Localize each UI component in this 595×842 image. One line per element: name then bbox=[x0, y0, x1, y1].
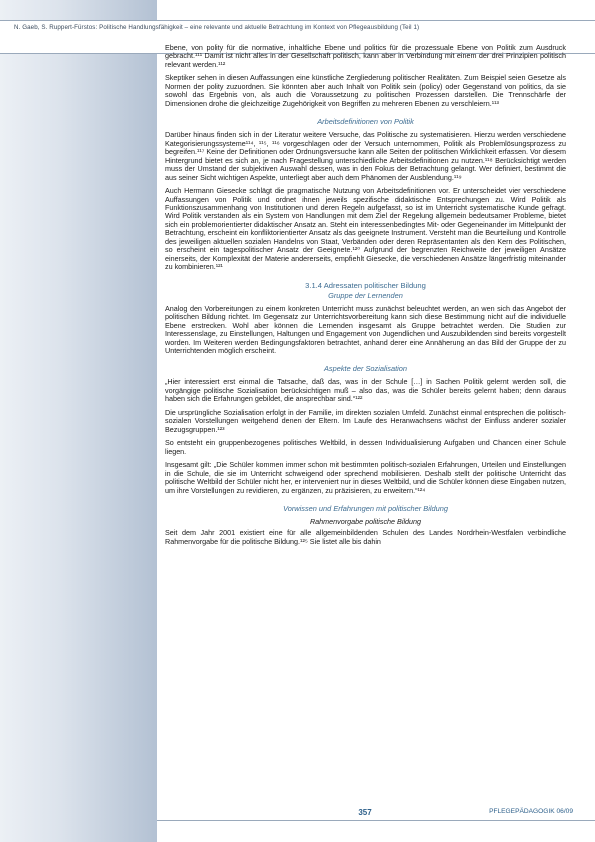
section-heading-arbeitsdefinitionen: Arbeitsdefinitionen von Politik bbox=[317, 117, 414, 127]
paragraph: Insgesamt gilt: „Die Schüler kommen immer schon mit bestimmten politisch-sozialen Erfahrungen, Urteilen und Einstellungen in die Schule, die sie im Unterricht schweigend oder sprechend mobilisieren. Deshalb stellt der politische Unterricht das politische Weltbild der Schüler nicht her, er interveniert nur in dieses Weltbild, und die Schüler können diese Eingaben nutzen, um ihre Vorstellungen zu revidieren, zu ergänzen, zu präzisieren, zu erweitern.“¹²⁴ bbox=[165, 460, 566, 495]
journal-name: PFLEGEPÄDAGOGIK 06/09 bbox=[489, 808, 573, 815]
footer-rule bbox=[157, 820, 595, 821]
paragraph: Darüber hinaus finden sich in der Literatur weitere Versuche, das Politische zu systematisieren. Hierzu werden verschiedene Kategorisierungssysteme¹¹⁴, ¹¹⁵, ¹¹⁶ vorgeschlagen oder der Versuch unternommen, Politik als Problemlösungsprozess zu begreifen.¹¹⁷ Keine der Definitionen oder Ordnungsversuche kann alle Seiten der politischen Wirklichkeit erfassen. Vor diesem Hintergrund bietet es sich an, je nach Fragestellung unterschiedliche Arbeitsdefinitionen zu nutzen.¹¹⁸ Berücksichtigt werden muss der Umstand der subjektiven Auswahl dessen, was in den Fokus der Betrachtung gelangt. Wer definiert, bestimmt die aus seiner Sicht wichtigen Aspekte, unterliegt aber auch dem Phänomen der Ausblendung.¹¹⁹ bbox=[165, 130, 566, 182]
left-margin-band bbox=[0, 0, 157, 842]
header-text: N. Gaeb, S. Ruppert-Fürstos: Politische Handlungsfähigkeit – eine relevante und aktuelle Betrachtung im Kontext von Pflegeausbildung (Teil 1) bbox=[14, 24, 420, 31]
article-body bbox=[165, 44, 566, 551]
subheading-gruppe-der-lernenden: Gruppe der Lernenden bbox=[328, 290, 403, 300]
section-heading-adressaten: 3.1.4 Adressaten politischer Bildung bbox=[305, 280, 426, 290]
section-heading-sozialisation: Aspekte der Sozialisation bbox=[324, 364, 407, 374]
paragraph: Ebene, von polity für die normative, inhaltliche Ebene und politics für die prozessuale Ebene von Politik zum Ausdruck gebracht.¹¹¹ Damit ist nicht alles in der Gesellschaft politisch, kann aber in Verbindung mit einem der drei Prinzipien politisch relevant werden.¹¹² bbox=[165, 43, 566, 69]
paragraph: „Hier interessiert erst einmal die Tatsache, daß das, was in der Schule […] in Sachen Politik gelernt werden soll, die vorgängige politische Sozialisation berücksichtigen muß – also das, was die Schüler bereits gelernt haben; denn daraus haben sich die Erfahrungen gebildet, die ansprechbar sind.“¹²² bbox=[165, 377, 566, 404]
paragraph: Auch Hermann Giesecke schlägt die pragmatische Nutzung von Arbeitsdefinitionen vor. Er unterscheidet vier verschiedene Auffassungen von Politik und ordnet ihnen jeweils spezifische didaktische Entsprechungen zu. Wird Politik als Funktionszusammenhang von Institutionen und deren Regeln aufgefasst, so ist im Unterricht systematische Kunde gefragt. Wird Politik verstanden als ein System von Handlungen mit dem Ziel der Regelung allgemein bedeutsamer Probleme, bietet sich ein problemorientierter didaktischer Ansatz an. Steht ein interessenbedingtes Mit- oder Gegeneinander im Mittelpunkt der Betrachtung, erscheint ein konfliktorientierter Ansatz als das geeignete Instrument. Versteht man die Beurteilung und Kontrolle des jeweiligen aktuellen sozialen Handelns von Staat, Verbänden oder deren Repräsentanten als den Kern des Politischen, so erscheint ein tagespolitischer Ansatz der Geeignete.¹²⁰ Aufgrund der begrenzten Reichweite der jeweiligen Ansätze einerseits, der Komplexität der Materie andererseits, empfiehlt Giesecke, die verschiedenen Ansätze längerfristig miteinander zu kombinieren.¹²¹ bbox=[165, 186, 566, 272]
page-number: 357 bbox=[358, 808, 372, 817]
paragraph: So entsteht ein gruppenbezogenes politisches Weltbild, in dessen Individualisierung Aufgaben und Chancen einer Schule liegen. bbox=[165, 438, 566, 456]
paragraph: Analog den Vorbereitungen zu einem konkreten Unterricht muss zunächst beleuchtet werden, an wen sich das Angebot der politischen Bildung richtet. Im Gegensatz zur Unterrichtsvorbereitung kann sich diese Bestimmung nicht auf die individuelle Ebene erstrecken. Wohl aber können die Lernenden insgesamt als Gruppe betrachtet werden. Die Studien zur Interessenslage, zu Einstellungen, Haltungen und Engagement von Jugendlichen und Auszubildenden sind bereits vorgestellt worden. Im Weiteren werden Bedingungsfaktoren betrachtet, anhand derer eine Annäherung an das Bild der Gruppe der zu Unterrichtenden möglich erscheint. bbox=[165, 303, 566, 355]
paragraph: Die ursprüngliche Sozialisation erfolgt in der Familie, im direkten sozialen Umfeld. Zunächst einmal entsprechen die politisch-sozialen Vorstellungen weitgehend denen der Eltern. Im Laufe des Heranwachsens wächst der Einfluss anderer sozialer Bezugsgruppen.¹²³ bbox=[165, 407, 566, 434]
paragraph: Skeptiker sehen in diesen Auffassungen eine künstliche Zergliederung politischer Realitäten. Zum Beispiel seien Gesetze als Normen der polity zuzuordnen. Sie könnten aber auch Inhalt von Politik sein (policy) oder Gegenstand von politics, da sie sowohl das Ergebnis von, als auch die Voraussetzung zu politischen Prozessen darstellen. Die Trennschärfe der Dimensionen drohe die gleichzeitige Zugehörigkeit von Begriffen zu mehreren Ebenen zu verschleiern.¹¹³ bbox=[165, 73, 566, 108]
section-heading-vorwissen: Vorwissen und Erfahrungen mit politischer Bildung bbox=[283, 504, 448, 514]
subheading-rahmenvorgabe: Rahmenvorgabe politische Bildung bbox=[309, 516, 422, 526]
paragraph: Seit dem Jahr 2001 existiert eine für alle allgemeinbildenden Schulen des Landes Nordrhein-Westfalen verbindliche Rahmenvorgabe für die politische Bildung.¹²⁵ Sie listet alle bis dahin bbox=[165, 528, 566, 546]
